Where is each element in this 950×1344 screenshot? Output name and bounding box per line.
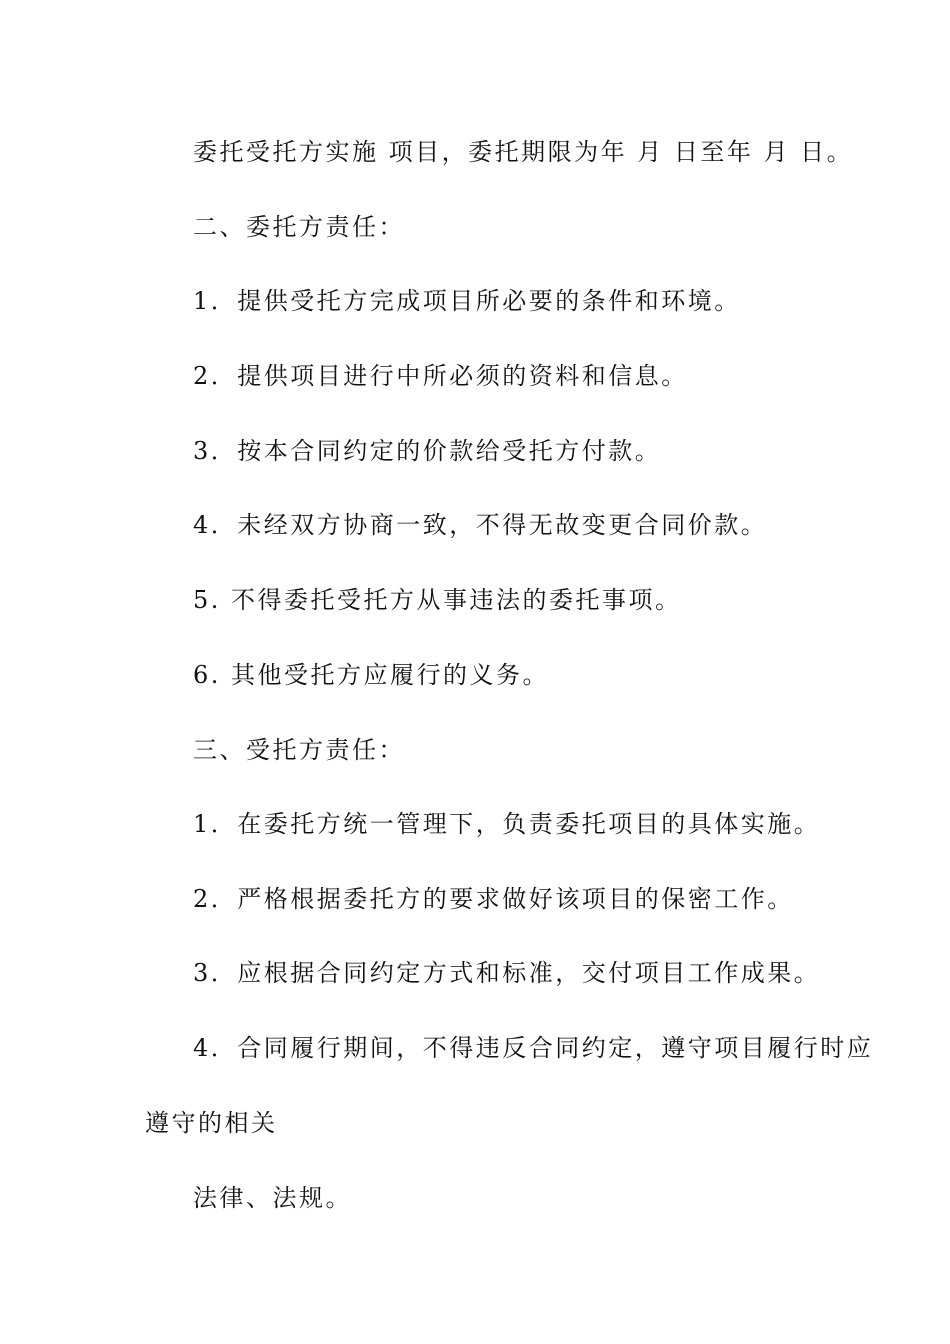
client-duty-1: 1．提供受托方完成项目所必要的条件和环境。 bbox=[193, 287, 741, 315]
client-duty-2: 2．提供项目进行中所必须的资料和信息。 bbox=[193, 362, 688, 390]
client-duty-6: 6. 其他受托方应履行的义务。 bbox=[193, 661, 550, 689]
paragraph-entrustment-term: 委托受托方实施 项目，委托期限为年 月 日至年 月 日。 bbox=[193, 138, 854, 166]
contractor-duty-1: 1．在委托方统一管理下，负责委托项目的具体实施。 bbox=[193, 810, 821, 838]
client-duty-3: 3．按本合同约定的价款给受托方付款。 bbox=[193, 437, 662, 465]
contractor-duty-3: 3．应根据合同约定方式和标准，交付项目工作成果。 bbox=[193, 959, 821, 987]
heading-contractor-responsibilities: 三、受托方责任： bbox=[193, 736, 405, 764]
contractor-duty-2: 2．严格根据委托方的要求做好该项目的保密工作。 bbox=[193, 885, 794, 913]
contractor-duty-4-laws: 法律、法规。 bbox=[193, 1184, 352, 1212]
contractor-duty-4: 4．合同履行期间，不得违反合同约定，遵守项目履行时应 bbox=[193, 1034, 874, 1062]
heading-client-responsibilities: 二、委托方责任： bbox=[193, 213, 405, 241]
client-duty-4: 4．未经双方协商一致，不得无故变更合同价款。 bbox=[193, 511, 768, 539]
contractor-duty-4-continued: 遵守的相关 bbox=[145, 1109, 278, 1137]
client-duty-5: 5. 不得委托受托方从事违法的委托事项。 bbox=[193, 586, 682, 614]
